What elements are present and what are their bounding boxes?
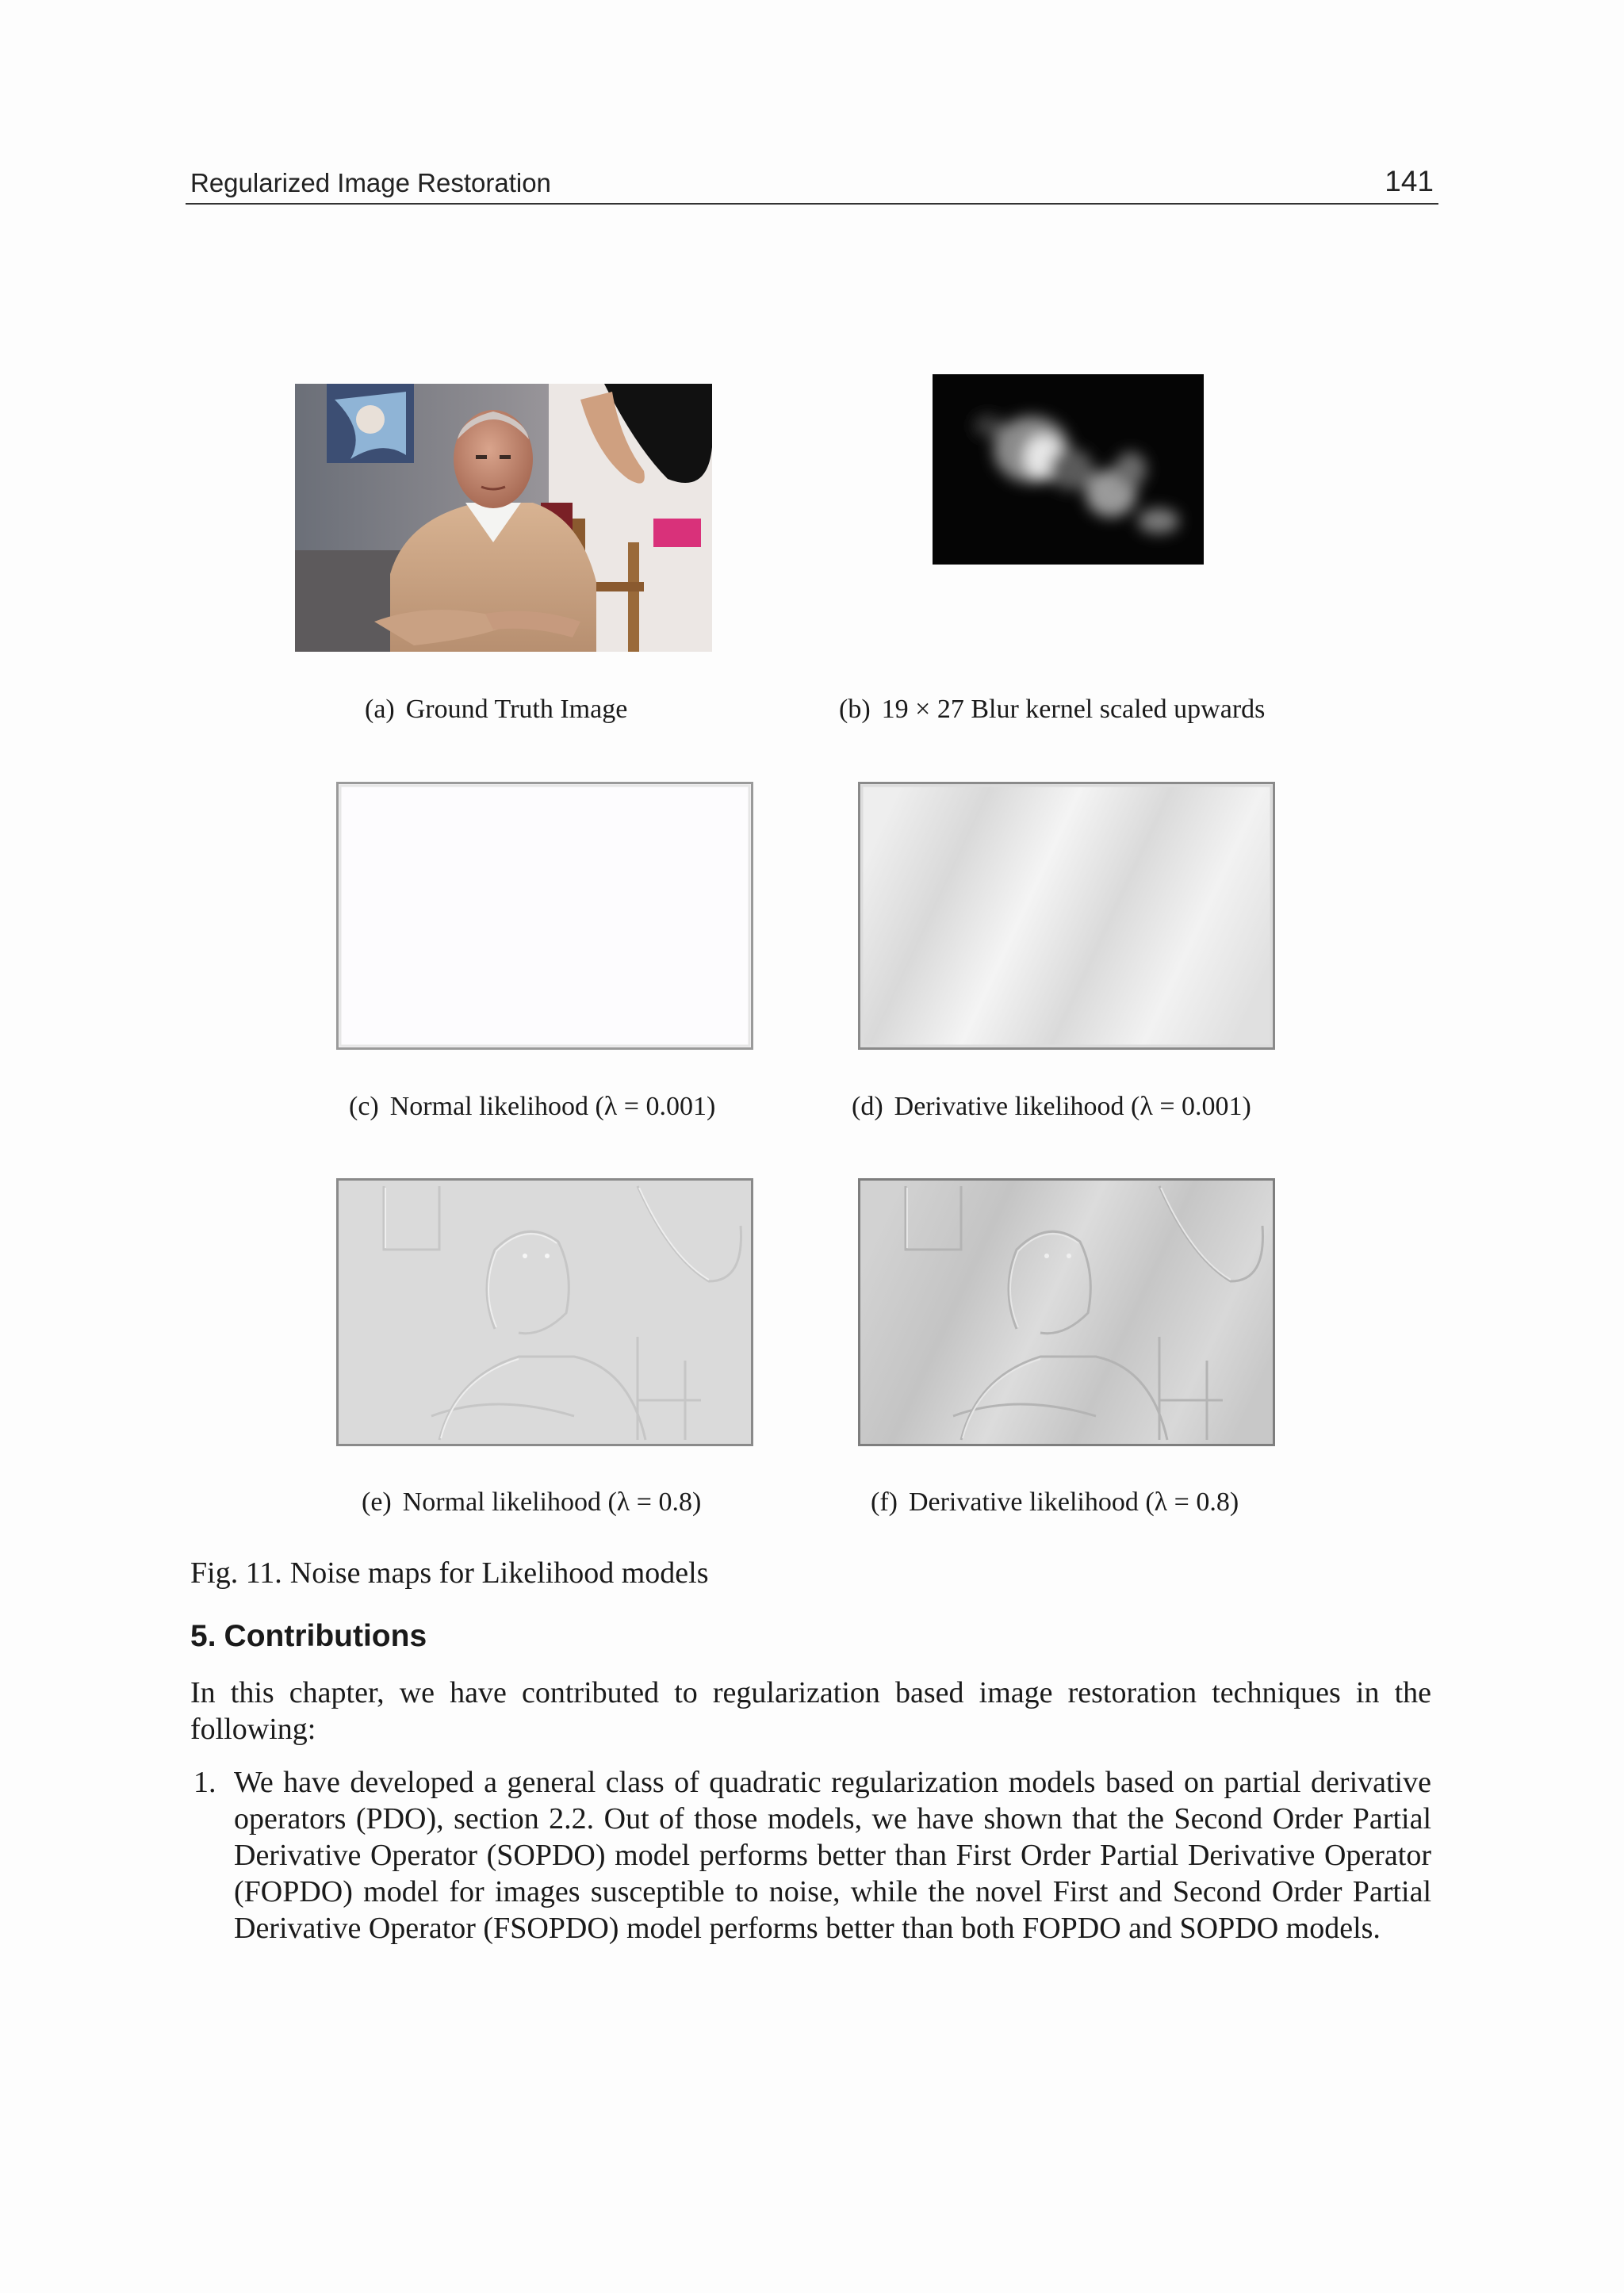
blur-kernel-image (933, 374, 1204, 565)
subcaption-tag: (d) (852, 1092, 883, 1121)
subcaption-tag: (f) (871, 1487, 898, 1517)
section-title: Contributions (224, 1619, 427, 1653)
subcaption-a (365, 695, 627, 725)
subcaption-tag: (c) (349, 1092, 379, 1121)
noise-map-normal-08 (336, 1178, 753, 1446)
section-number: 5. (190, 1619, 216, 1653)
subcaption-text: Ground Truth Image (405, 695, 628, 724)
section-intro-paragraph: In this chapter, we have contributed to regularization based image restoration techniques in the following: (190, 1676, 1431, 1746)
page-number: 141 (1385, 165, 1434, 197)
subcaption-d (852, 1092, 1251, 1122)
subcaption-tag: (e) (362, 1487, 392, 1517)
list-item (190, 1764, 1431, 1947)
noise-map-derivative-08 (858, 1178, 1275, 1446)
subcaption-b (839, 695, 1265, 725)
list-item-text: We have developed a general class of quadratic regularization models based on partial derivative operators (PDO), section 2.2. Out of those models, we have shown that the Second Order Partial Derivative Operator (SOPDO) model performs better than First Order Partial Derivative Operator (FOPDO) model for images susceptible to noise, while the novel First and Second Order Partial Derivative Operator (FSOPDO) model performs better than both FOPDO and SOPDO models. (234, 1766, 1431, 1945)
subcaption-tag: (b) (839, 695, 871, 724)
subcaption-e (362, 1487, 701, 1518)
page-header (186, 159, 1438, 205)
subcaption-text: 19 × 27 Blur kernel scaled upwards (881, 695, 1266, 724)
subcaption-f (871, 1487, 1239, 1518)
subcaption-text: Normal likelihood (λ = 0.001) (389, 1092, 716, 1121)
ground-truth-image (295, 384, 712, 652)
running-title: Regularized Image Restoration (190, 168, 551, 197)
noise-map-normal-0001 (336, 782, 753, 1050)
subcaption-c (349, 1092, 715, 1122)
figure-caption-text: Noise maps for Likelihood models (289, 1556, 709, 1590)
list-item-number: 1. (193, 1766, 216, 1799)
figure-caption (190, 1556, 708, 1591)
subcaption-text: Derivative likelihood (λ = 0.8) (908, 1487, 1239, 1517)
subcaption-tag: (a) (365, 695, 395, 724)
noise-map-derivative-0001 (858, 782, 1275, 1050)
section-heading (190, 1619, 427, 1654)
figure-label: Fig. 11. (190, 1556, 282, 1590)
subcaption-text: Derivative likelihood (λ = 0.001) (894, 1092, 1251, 1121)
subcaption-text: Normal likelihood (λ = 0.8) (402, 1487, 702, 1517)
